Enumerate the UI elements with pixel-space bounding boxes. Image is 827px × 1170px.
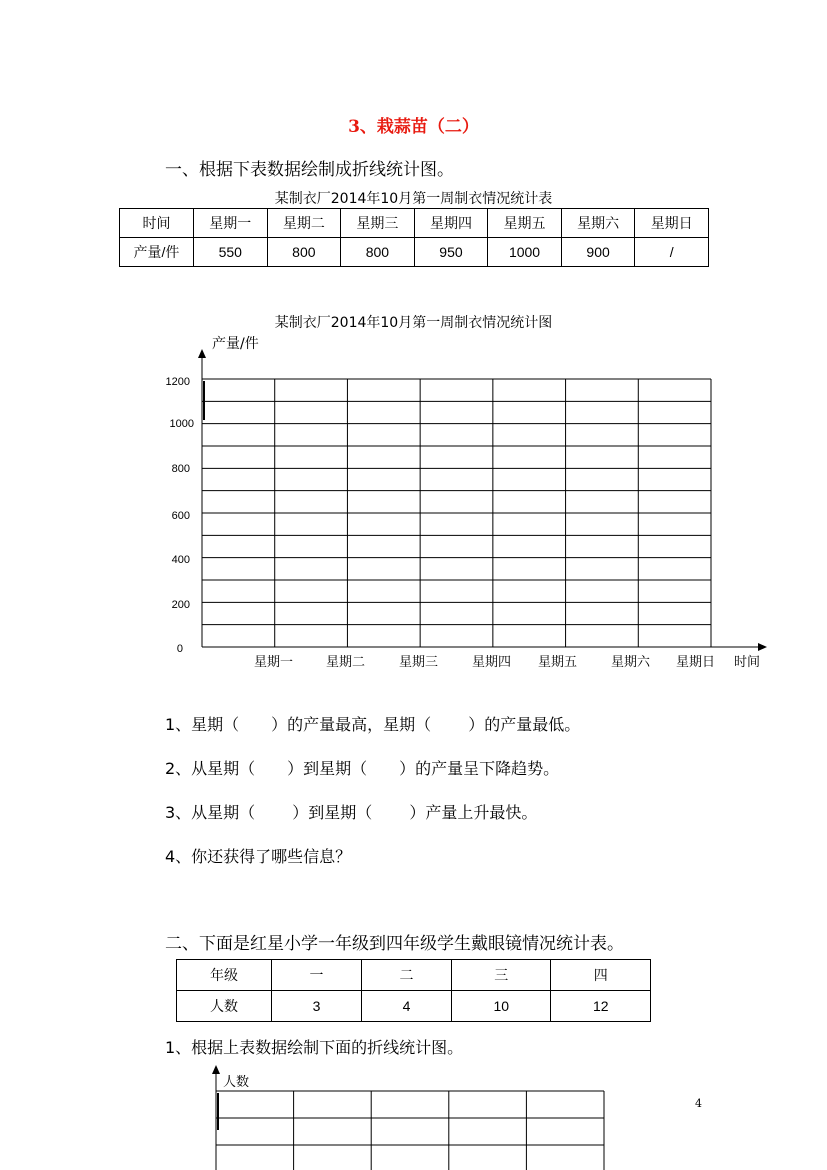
table-cell: 人数	[177, 991, 272, 1022]
table-cell: 550	[194, 238, 268, 267]
question-3: 3、从星期（ ）到星期（ ）产量上升最快。	[165, 803, 538, 822]
y-tick-label: 800	[171, 463, 190, 475]
table-cell: 星期三	[341, 209, 415, 238]
y-axis-arrow	[212, 1065, 220, 1074]
chart2-y-axis-label: 人数	[223, 1075, 250, 1090]
y-tick-label: 0	[176, 643, 183, 655]
y-tick-label: 600	[171, 510, 190, 522]
table-cell: 10	[452, 991, 551, 1022]
table1-caption: 某制衣厂2014年10月第一周制衣情况统计表	[274, 191, 553, 207]
table-cell: /	[635, 238, 709, 267]
section1-heading: 一、根据下表数据绘制成折线统计图。	[165, 160, 454, 180]
chart1-caption: 某制衣厂2014年10月第一周制衣情况统计图	[274, 315, 553, 331]
question-1: 1、星期（ ）的产量最高，星期（ ）的产量最低。	[165, 715, 581, 734]
table-cell: 900	[561, 238, 635, 267]
section2-question-1: 1、根据上表数据绘制下面的折线统计图。	[165, 1038, 464, 1057]
table-cell: 星期二	[267, 209, 341, 238]
table-cell: 产量/件	[120, 238, 194, 267]
table-cell: 12	[551, 991, 651, 1022]
y-tick-label: 1200	[165, 376, 190, 388]
page-title: 3、栽蒜苗（二）	[348, 117, 479, 137]
table-cell: 星期一	[194, 209, 268, 238]
table-cell: 一	[272, 960, 362, 991]
table-cell: 4	[362, 991, 452, 1022]
table-cell: 1000	[488, 238, 562, 267]
question-2: 2、从星期（ ）到星期（ ）的产量呈下降趋势。	[165, 759, 560, 778]
x-tick-label: 星期二	[326, 655, 366, 670]
table-cell: 星期五	[488, 209, 562, 238]
y-tick-label: 400	[171, 554, 190, 566]
table-cell: 800	[267, 238, 341, 267]
x-tick-label: 星期五	[538, 655, 578, 670]
table-cell: 800	[341, 238, 415, 267]
table-cell: 3	[272, 991, 362, 1022]
table-cell: 三	[452, 960, 551, 991]
table-cell: 年级	[177, 960, 272, 991]
x-tick-label: 星期日	[676, 655, 716, 670]
table-cell: 星期四	[414, 209, 488, 238]
table-cell: 四	[551, 960, 651, 991]
y-tick-label: 200	[171, 599, 190, 611]
x-tick-label: 星期一	[254, 655, 294, 670]
x-tick-label: 星期四	[472, 655, 512, 670]
question-4: 4、你还获得了哪些信息？	[165, 847, 352, 866]
chart1-y-axis-label: 产量/件	[212, 336, 259, 352]
x-tick-label: 星期六	[611, 655, 651, 670]
table-cell: 二	[362, 960, 452, 991]
y-tick-label: 1000	[169, 418, 194, 430]
section2-heading: 二、下面是红星小学一年级到四年级学生戴眼镜情况统计表。	[165, 934, 624, 954]
table-cell: 950	[414, 238, 488, 267]
page-number: 4	[695, 1097, 702, 1110]
chart1-x-axis-label: 时间	[734, 655, 761, 670]
table-cell: 时间	[120, 209, 194, 238]
table-cell: 星期日	[635, 209, 709, 238]
table-cell: 星期六	[561, 209, 635, 238]
x-tick-label: 星期三	[399, 655, 439, 670]
